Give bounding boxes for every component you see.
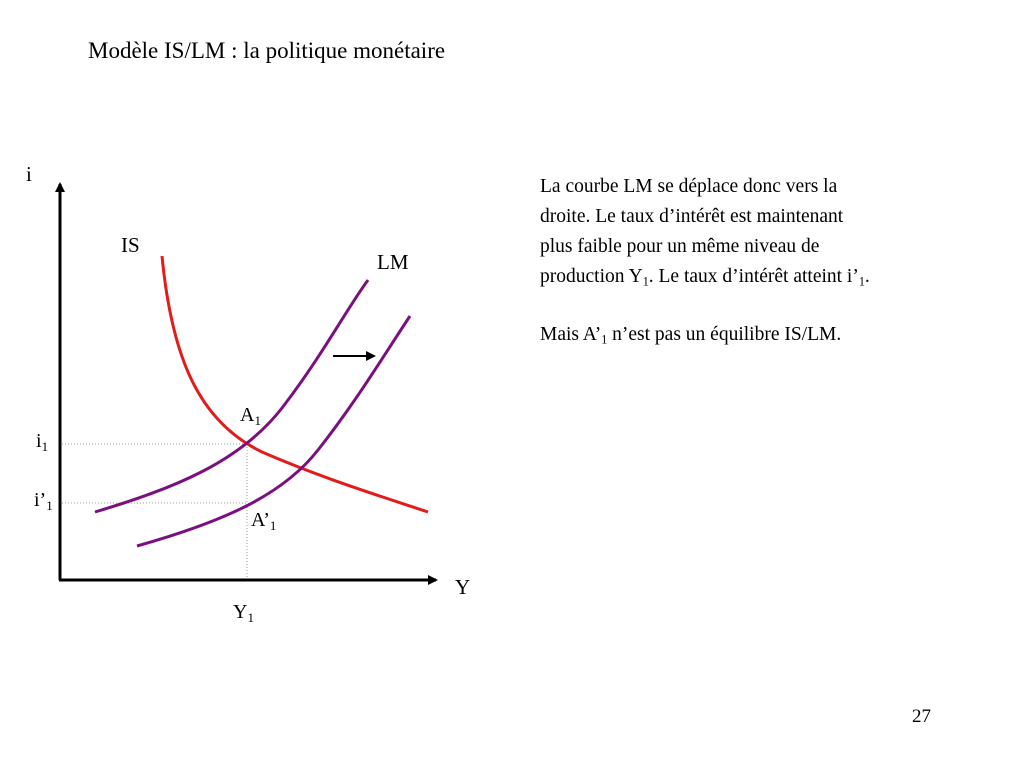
tick-y1-label: $Y_1$	[233, 601, 254, 625]
explanation-line-4: production $Y_1$. Le taux d’intérêt atteint $i’_1$.	[540, 266, 870, 289]
lm-curve-label: LM	[377, 250, 409, 274]
explanation-paragraph-1	[540, 172, 1010, 292]
explanation-line-2: droite. Le taux d’intérêt est maintenant	[540, 206, 844, 227]
point-a-prime-1-label: $A’_1$	[251, 509, 277, 533]
explanation-paragraph-2: Mais $A’_1$ n’est pas un équilibre IS/LM.	[540, 324, 842, 347]
explanation-line-1: La courbe LM se déplace donc vers la	[540, 176, 838, 197]
explanation-text	[540, 172, 1010, 350]
tick-i1-prime-label: $i’_1$	[34, 489, 53, 513]
point-a1-label: $A_1$	[240, 404, 261, 428]
is-curve-label: IS	[121, 233, 140, 257]
explanation-line-3: plus faible pour un même niveau de	[540, 236, 820, 257]
slide-title: Modèle IS/LM : la politique monétaire	[88, 38, 446, 63]
lm-curve-shifted	[137, 316, 410, 546]
axis-y-label: i	[26, 162, 32, 186]
tick-i1-label: $i_1$	[36, 430, 49, 454]
page-number: 27	[912, 706, 931, 727]
axis-x-label: Y	[455, 575, 471, 599]
